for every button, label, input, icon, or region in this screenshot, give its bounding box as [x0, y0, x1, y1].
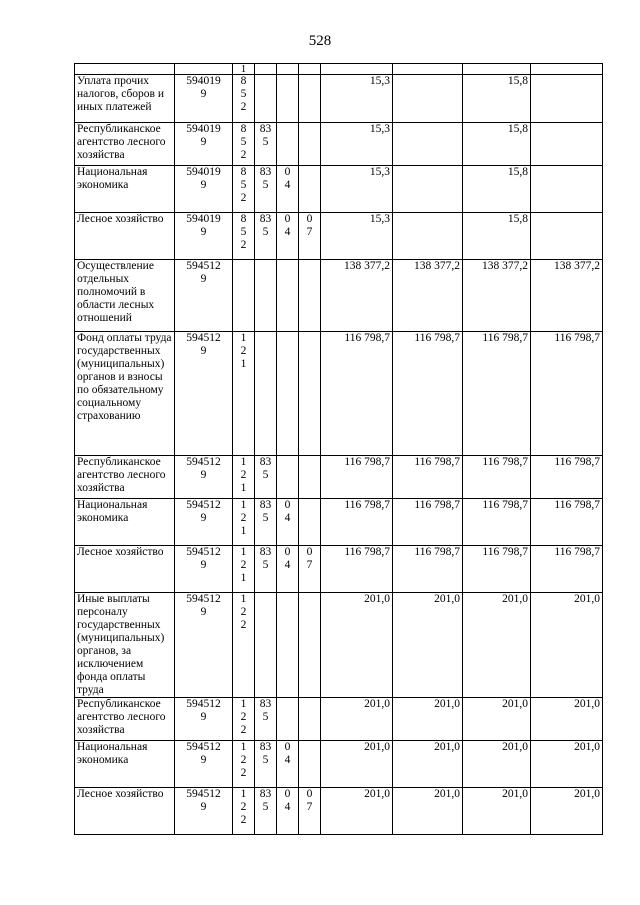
row-amount-1-cell: 201,0 [321, 698, 393, 741]
row-code-cell: 594512 9 [175, 499, 233, 546]
table-row [75, 260, 603, 332]
row-name-cell: Уплата прочих налогов, сборов и иных платежей [75, 75, 175, 123]
row-amount-1-cell: 201,0 [321, 593, 393, 698]
row-vr-cell [233, 260, 255, 332]
row-rz-cell: 0 4 [277, 213, 299, 260]
row-ved-cell: 83 5 [255, 456, 277, 499]
page-number: 528 [308, 33, 332, 49]
row-amount-3-cell: 15,8 [463, 166, 531, 213]
row-amount-1-cell: 116 798,7 [321, 456, 393, 499]
row-ved-cell: 83 5 [255, 123, 277, 166]
row-amount-4-cell [531, 123, 603, 166]
header-cell [277, 64, 299, 75]
row-pr-cell: 0 7 [299, 213, 321, 260]
row-rz-cell: 0 4 [277, 166, 299, 213]
row-amount-2-cell: 201,0 [393, 788, 463, 835]
row-amount-2-cell: 201,0 [393, 593, 463, 698]
row-vr-cell: 1 2 1 [233, 456, 255, 499]
row-rz-cell: 0 4 [277, 499, 299, 546]
table-row [75, 123, 603, 166]
table-row [75, 213, 603, 260]
row-rz-cell: 0 4 [277, 788, 299, 835]
row-vr-cell: 8 5 2 [233, 75, 255, 123]
header-row [75, 64, 603, 75]
budget-table [74, 63, 603, 835]
row-name-cell: Национальная экономика [75, 166, 175, 213]
row-amount-1-cell: 138 377,2 [321, 260, 393, 332]
row-pr-cell [299, 698, 321, 741]
row-amount-3-cell: 15,8 [463, 75, 531, 123]
row-code-cell: 594512 9 [175, 546, 233, 593]
row-amount-4-cell [531, 166, 603, 213]
row-vr-cell: 1 2 1 [233, 546, 255, 593]
row-ved-cell [255, 260, 277, 332]
row-amount-2-cell: 138 377,2 [393, 260, 463, 332]
row-code-cell: 594512 9 [175, 260, 233, 332]
row-ved-cell [255, 332, 277, 456]
row-amount-3-cell: 116 798,7 [463, 332, 531, 456]
row-ved-cell [255, 593, 277, 698]
row-amount-3-cell: 15,8 [463, 213, 531, 260]
row-code-cell: 594512 9 [175, 593, 233, 698]
row-amount-1-cell: 116 798,7 [321, 546, 393, 593]
table-row [75, 166, 603, 213]
row-name-cell: Осуществление отдельных полномочий в области лесных отношений [75, 260, 175, 332]
row-vr-cell: 1 2 1 [233, 332, 255, 456]
row-amount-4-cell: 201,0 [531, 698, 603, 741]
row-amount-4-cell: 201,0 [531, 593, 603, 698]
row-pr-cell [299, 456, 321, 499]
row-name-cell: Национальная экономика [75, 741, 175, 788]
row-amount-2-cell [393, 75, 463, 123]
table-row [75, 546, 603, 593]
row-vr-cell: 1 2 2 [233, 698, 255, 741]
header-cell [75, 64, 175, 75]
row-amount-3-cell: 138 377,2 [463, 260, 531, 332]
table-row [75, 75, 603, 123]
row-pr-cell [299, 741, 321, 788]
row-rz-cell: 0 4 [277, 741, 299, 788]
row-amount-4-cell: 201,0 [531, 788, 603, 835]
row-name-cell: Республиканское агентство лесного хозяйства [75, 456, 175, 499]
row-ved-cell: 83 5 [255, 546, 277, 593]
row-ved-cell: 83 5 [255, 698, 277, 741]
row-ved-cell: 83 5 [255, 166, 277, 213]
row-pr-cell [299, 260, 321, 332]
row-amount-1-cell: 15,3 [321, 166, 393, 213]
row-code-cell: 594512 9 [175, 698, 233, 741]
table-row [75, 593, 603, 698]
row-amount-2-cell [393, 123, 463, 166]
row-vr-cell: 8 5 2 [233, 213, 255, 260]
table-row [75, 456, 603, 499]
row-rz-cell [277, 456, 299, 499]
row-code-cell: 594019 9 [175, 75, 233, 123]
row-amount-3-cell: 201,0 [463, 741, 531, 788]
row-amount-2-cell: 116 798,7 [393, 332, 463, 456]
table-row [75, 741, 603, 788]
row-code-cell: 594019 9 [175, 166, 233, 213]
row-ved-cell: 83 5 [255, 741, 277, 788]
table-row [75, 499, 603, 546]
row-amount-1-cell: 116 798,7 [321, 332, 393, 456]
row-amount-2-cell [393, 213, 463, 260]
row-amount-1-cell: 15,3 [321, 75, 393, 123]
row-rz-cell [277, 332, 299, 456]
row-name-cell: Национальная экономика [75, 499, 175, 546]
row-amount-4-cell: 138 377,2 [531, 260, 603, 332]
row-amount-3-cell: 201,0 [463, 593, 531, 698]
row-amount-2-cell: 201,0 [393, 698, 463, 741]
row-amount-4-cell: 116 798,7 [531, 546, 603, 593]
row-pr-cell [299, 123, 321, 166]
row-rz-cell [277, 123, 299, 166]
row-vr-cell: 1 2 2 [233, 593, 255, 698]
row-amount-4-cell [531, 213, 603, 260]
header-cell: 1 [233, 64, 255, 75]
row-amount-2-cell: 201,0 [393, 741, 463, 788]
row-amount-3-cell: 116 798,7 [463, 499, 531, 546]
header-cell [321, 64, 393, 75]
row-rz-cell [277, 698, 299, 741]
row-name-cell: Республиканское агентство лесного хозяйства [75, 123, 175, 166]
row-code-cell: 594512 9 [175, 456, 233, 499]
row-name-cell: Иные выплаты персоналу государственных (муниципальных) органов, за исключением фонда оплаты труда [75, 593, 175, 698]
row-pr-cell: 0 7 [299, 788, 321, 835]
row-amount-3-cell: 116 798,7 [463, 546, 531, 593]
row-amount-3-cell: 15,8 [463, 123, 531, 166]
row-amount-1-cell: 15,3 [321, 213, 393, 260]
row-pr-cell [299, 166, 321, 213]
row-code-cell: 594019 9 [175, 213, 233, 260]
row-amount-2-cell: 116 798,7 [393, 499, 463, 546]
row-rz-cell [277, 593, 299, 698]
row-amount-4-cell: 116 798,7 [531, 456, 603, 499]
table-row [75, 788, 603, 835]
row-amount-4-cell: 116 798,7 [531, 499, 603, 546]
row-amount-3-cell: 116 798,7 [463, 456, 531, 499]
row-name-cell: Лесное хозяйство [75, 546, 175, 593]
row-pr-cell [299, 499, 321, 546]
row-vr-cell: 1 2 1 [233, 499, 255, 546]
row-rz-cell [277, 75, 299, 123]
row-code-cell: 594512 9 [175, 741, 233, 788]
row-name-cell: Лесное хозяйство [75, 788, 175, 835]
row-amount-1-cell: 116 798,7 [321, 499, 393, 546]
row-pr-cell [299, 332, 321, 456]
row-ved-cell [255, 75, 277, 123]
row-amount-4-cell: 116 798,7 [531, 332, 603, 456]
table-row [75, 698, 603, 741]
row-name-cell: Лесное хозяйство [75, 213, 175, 260]
row-amount-4-cell: 201,0 [531, 741, 603, 788]
row-amount-4-cell [531, 75, 603, 123]
row-amount-3-cell: 201,0 [463, 788, 531, 835]
header-cell [299, 64, 321, 75]
row-amount-1-cell: 201,0 [321, 788, 393, 835]
row-ved-cell: 83 5 [255, 499, 277, 546]
row-amount-2-cell: 116 798,7 [393, 546, 463, 593]
row-rz-cell [277, 260, 299, 332]
row-vr-cell: 8 5 2 [233, 123, 255, 166]
header-cell [255, 64, 277, 75]
row-rz-cell: 0 4 [277, 546, 299, 593]
header-cell [531, 64, 603, 75]
row-pr-cell [299, 75, 321, 123]
row-amount-2-cell [393, 166, 463, 213]
header-cell [175, 64, 233, 75]
row-ved-cell: 83 5 [255, 788, 277, 835]
row-amount-1-cell: 201,0 [321, 741, 393, 788]
row-amount-2-cell: 116 798,7 [393, 456, 463, 499]
row-code-cell: 594512 9 [175, 788, 233, 835]
header-cell [393, 64, 463, 75]
row-vr-cell: 1 2 2 [233, 741, 255, 788]
row-vr-cell: 8 5 2 [233, 166, 255, 213]
table-row [75, 332, 603, 456]
row-ved-cell: 83 5 [255, 213, 277, 260]
row-vr-cell: 1 2 2 [233, 788, 255, 835]
row-name-cell: Фонд оплаты труда государственных (муниципальных) органов и взносы по обязательному социальному страхованию [75, 332, 175, 456]
row-code-cell: 594512 9 [175, 332, 233, 456]
row-name-cell: Республиканское агентство лесного хозяйства [75, 698, 175, 741]
row-code-cell: 594019 9 [175, 123, 233, 166]
row-amount-3-cell: 201,0 [463, 698, 531, 741]
header-cell [463, 64, 531, 75]
row-pr-cell [299, 593, 321, 698]
row-amount-1-cell: 15,3 [321, 123, 393, 166]
row-pr-cell: 0 7 [299, 546, 321, 593]
